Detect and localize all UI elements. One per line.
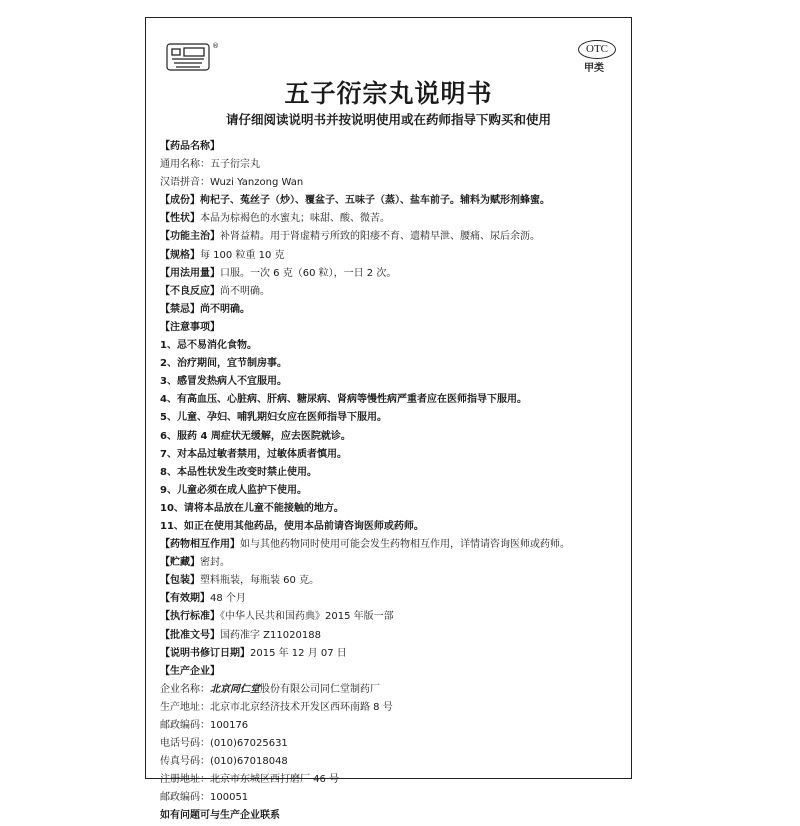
precautions-heading: 【注意事项】 (160, 321, 220, 333)
precaution-item: 5、儿童、孕妇、哺乳期妇女应在医师指导下服用。 (160, 412, 387, 424)
adverse-text: 尚不明确。 (220, 285, 270, 297)
otc-class-label: 甲类 (584, 63, 604, 74)
precaution-item: 11、如正在使用其他药品，使用本品前请咨询医师或药师。 (160, 520, 424, 532)
contraindication-heading: 【禁忌】 (160, 303, 200, 315)
company-brand: 北京同仁堂 (210, 683, 260, 695)
storage-text: 密封。 (200, 557, 230, 569)
postcode-2: 邮政编码：100051 (160, 792, 249, 804)
precaution-item: 6、服药 4 周症状无缓解，应去医院就诊。 (160, 430, 351, 442)
contact-note: 如有问题可与生产企业联系 (160, 810, 280, 822)
precaution-item: 1、忌不易消化食物。 (160, 340, 257, 352)
validity-row (160, 590, 620, 608)
postcode-1: 邮政编码：100176 (160, 720, 249, 731)
contraindication-text: 尚不明确。 (200, 303, 250, 315)
package-text: 塑料瓶装，每瓶装 60 克。 (200, 575, 320, 587)
company-label: 企业名称： (160, 683, 210, 695)
standard-heading: 【执行标准】 (160, 611, 220, 623)
package-row (160, 572, 620, 590)
approval-text: 国药准字 Z11020188 (220, 629, 321, 641)
instruction-body (160, 138, 620, 826)
fax-number: 传真号码：(010)67018048 (160, 756, 288, 768)
precaution-item: 8、本品性状发生改变时禁止使用。 (160, 466, 317, 478)
document-subtitle: 请仔细阅读说明书并按说明使用或在药师指导下购买和使用 (225, 112, 551, 127)
registered-address: 注册地址：北京市东城区西打磨厂 46 号 (160, 774, 340, 786)
contraindication-row (160, 301, 620, 319)
generic-name: 通用名称：五子衍宗丸 (160, 159, 260, 171)
interaction-text: 如与其他药物同时使用可能会发生药物相互作用，详情请咨询医师或药师。 (240, 539, 570, 551)
otc-badge: OTC (578, 40, 616, 59)
interaction-row (160, 536, 620, 554)
validity-text: 48 个月 (210, 593, 246, 605)
storage-row (160, 554, 620, 572)
revision-text: 2015 年 12 月 07 日 (250, 647, 347, 659)
revision-heading: 【说明书修订日期】 (160, 647, 250, 659)
interaction-heading: 【药物相互作用】 (160, 539, 240, 551)
production-address: 生产地址：北京市北京经济技术开发区西环南路 8 号 (160, 701, 393, 713)
storage-heading: 【贮藏】 (160, 557, 200, 569)
manufacturer-heading: 【生产企业】 (160, 665, 220, 677)
package-heading: 【包装】 (160, 575, 200, 587)
ingredients-heading: 【成份】 (160, 195, 200, 207)
indications-heading: 【功能主治】 (160, 231, 220, 243)
revision-row (160, 645, 620, 663)
pinyin-name: 汉语拼音：Wuzi Yanzong Wan (160, 177, 304, 189)
precaution-item: 4、有高血压、心脏病、肝病、糖尿病、肾病等慢性病严重者应在医师指导下服用。 (160, 394, 527, 406)
ingredients-row (160, 192, 620, 210)
validity-heading: 【有效期】 (160, 593, 210, 605)
spec-row (160, 247, 620, 265)
standard-text: 《中华人民共和国药典》2015 年版一部 (220, 611, 394, 623)
precaution-item: 10、请将本品放在儿童不能接触的地方。 (160, 502, 344, 514)
indications-text: 补肾益精。用于肾虚精亏所致的阳痿不育、遗精早泄、腰痛、尿后余沥。 (220, 231, 540, 243)
phone-number: 电话号码：(010)67025631 (160, 738, 288, 750)
company-name-row (160, 681, 620, 699)
character-text: 本品为棕褐色的水蜜丸；味甜、酸、微苦。 (200, 213, 390, 225)
standard-row (160, 608, 620, 626)
tongrentang-logo (166, 43, 210, 71)
drug-name-heading: 【药品名称】 (160, 141, 220, 152)
indications-row (160, 228, 620, 246)
character-row (160, 210, 620, 228)
adverse-row (160, 283, 620, 301)
dosage-text: 口服。一次 6 克（60 粒），一日 2 次。 (220, 267, 397, 279)
character-heading: 【性状】 (160, 213, 200, 225)
spec-heading: 【规格】 (160, 249, 200, 261)
company-name-rest: 股份有限公司同仁堂制药厂 (260, 683, 380, 695)
precaution-item: 9、儿童必须在成人监护下使用。 (160, 484, 307, 496)
precaution-item: 2、治疗期间，宜节制房事。 (160, 358, 287, 370)
dosage-row (160, 265, 620, 283)
registered-mark: ® (212, 42, 219, 50)
precaution-item: 3、感冒发热病人不宜服用。 (160, 376, 287, 388)
spec-text: 每 100 粒重 10 克 (200, 249, 285, 261)
document-title: 五子衍宗丸说明书 (284, 79, 493, 108)
adverse-heading: 【不良反应】 (160, 285, 220, 297)
dosage-heading: 【用法用量】 (160, 267, 220, 279)
approval-row (160, 627, 620, 645)
ingredients-text: 枸杞子、菟丝子（炒）、覆盆子、五味子（蒸）、盐车前子。辅料为赋形剂蜂蜜。 (200, 195, 550, 207)
approval-heading: 【批准文号】 (160, 629, 220, 641)
precaution-item: 7、对本品过敏者禁用，过敏体质者慎用。 (160, 448, 347, 460)
